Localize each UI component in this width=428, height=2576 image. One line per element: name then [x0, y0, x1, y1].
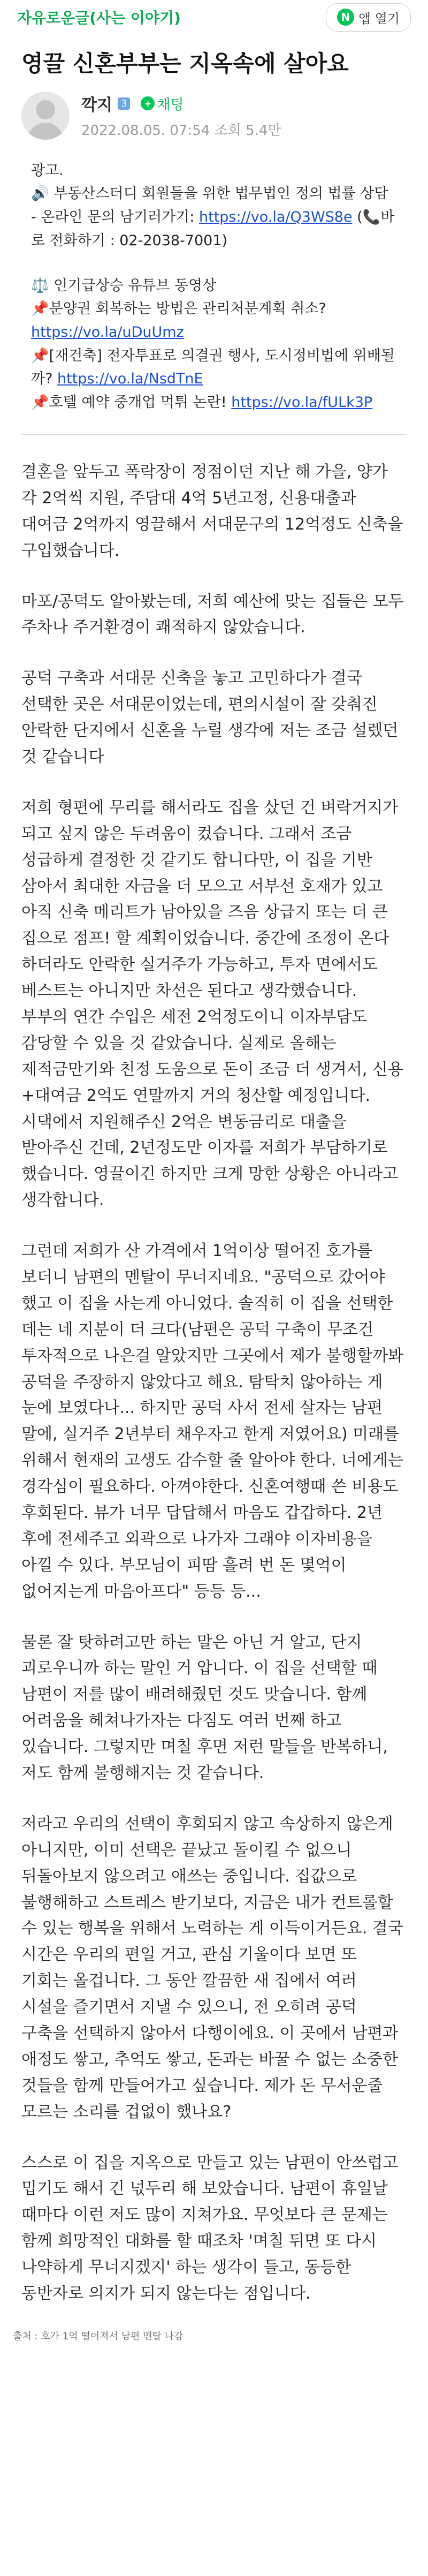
- body-paragraph: 그런데 저희가 산 가격에서 1억이상 떨어진 호가를 보더니 남편의 멘탈이 무너지네요. "공덕으로 갔어야 했고 이 집을 사는게 아니었다. 솔직히 이 집을 선택한 데는 네 지분이 더 크다(남편은 공덕 구축이 무조건 투자적으로 나은걸 알았지만 그곳에서 제가 불행할까봐 공덕을 주장하지 않았다고 해요. 탐탁치 않아하는 게 눈에 보였다나... 하지만 공덕 사서 전세 살자는 남편 말에, 실거주 2년부터 채우자고 한게 저였어요) 미래를 위해서 현재의 고생도 감수할 줄 알아야 한다. 너에게는 경각심이 필요하다. 아껴야한다. 신혼여행때 쓴 비용도 후회된다. 뷰가 너무 답답해서 마음도 갑갑하다. 2년 후에 전세주고 외곽으로 나가자 그래야 이자비용을 아낄 수 있다. 부모님이 피땀 흘려 번 돈 몇억이 없어지는게 마음아프다" 등등 등...: [21, 1242, 404, 1601]
- body-paragraph: 물론 잘 탓하려고만 하는 말은 아닌 거 알고, 단지 괴로우니까 하는 말인 거 압니다. 이 집을 선택할 때 남편이 저를 많이 배려해줬던 것도 맞습니다. 함께 어려움을 헤쳐나가자는 다짐도 여러 번째 하고 있습니다. 그렇지만 며칠 후면 저런 말들을 반복하니, 저도 함께 불행해지는 것 같습니다.: [21, 1633, 388, 1783]
- ad-item-3-link[interactable]: https://vo.la/fULk3P: [231, 394, 373, 411]
- post-title: 영끌 신혼부부는 지옥속에 살아요: [21, 50, 349, 77]
- member-grade-badge: 3: [118, 97, 130, 110]
- body-paragraph: 공덕 구축과 서대문 신축을 놓고 고민하다가 결국 선택한 곳은 서대문이었는데, 편의시설이 잘 갖춰진 안락한 단지에서 신혼을 누릴 생각에 저는 조금 설렜던 것 같습니다: [21, 669, 399, 766]
- body-paragraph: 마포/공덕도 알아봤는데, 저희 예산에 맞는 집들은 모두 주차나 주거환경이 쾌적하지 않았습니다.: [21, 592, 404, 637]
- ad-item-1-link[interactable]: https://vo.la/uDuUmz: [31, 324, 184, 341]
- chat-label: 채팅: [157, 96, 184, 113]
- body-paragraph: 스스로 이 집을 지옥으로 만들고 있는 남편이 안쓰럽고 밉기도 해서 긴 넋두리 해 보았습니다. 남편이 휴일날 때마다 이런 저도 많이 지쳐가요. 무엇보다 큰 문제는 함께 희망적인 대화를 할 때조차 '며칠 뒤면 또 다시 나약하게 무너지겠지' 하는 생각이 들고, 동등한 동반자로 의지가 되지 않는다는 점입니다.: [21, 2153, 399, 2303]
- content-divider: [21, 434, 407, 435]
- body-paragraph: 저희 형편에 무리를 해서라도 집을 샀던 건 벼락거지가 되고 싶지 않은 두려움이 컸습니다. 그래서 조금 성급하게 결정한 것 같기도 합니다만, 이 집을 기반 삼아서 최대한 자금을 더 모으고 서부선 호재가 있고 아직 신축 메리트가 남아있을 즈음 상급지 또는 더 큰 집으로 점프! 할 계획이었습니다. 중간에 조정이 온다 하더라도 안락한 실거주가 가능하고, 투자 면에서도 베스트는 아니지만 차선은 된다고 생각했습니다. 부부의 연간 수입은 세전 2억정도이니 이자부담도 감당할 수 있을 것 같았습니다. 실제로 올해는 제적금만기와 친정 도움으로 돈이 조금 더 생겨서, 신용+대여금 2억도 연말까지 거의 청산할 예정입니다. 시댁에서 지원해주신 2억은 변동금리로 대출을 받아주신 건데, 2년정도만 이자를 저희가 부담하기로 했습니다. 영끌이긴 하지만 크게 망한 상황은 아니라고 생각합니다.: [21, 798, 403, 1210]
- chat-icon: +: [141, 96, 155, 110]
- ad-consult-link[interactable]: https://vo.la/Q3WS8e: [199, 209, 353, 226]
- author-row: [0, 92, 428, 159]
- ad-item-1: 📌분양권 회복하는 방법은 관리처분계획 취소? https://vo.la/uDuUmz: [31, 300, 326, 341]
- cafe-board-name[interactable]: 자유로운글(사는 이야기): [17, 9, 181, 27]
- author-name[interactable]: 깍지: [81, 96, 112, 115]
- post-views: 조회 5.4만: [214, 123, 281, 139]
- ad-label: 광고.: [31, 162, 64, 179]
- post-meta: [81, 119, 281, 139]
- ad-consult-line: - 온라인 문의 남기러가기: https://vo.la/Q3WS8e (📞바로 전화하기 : 02-2038-7001): [31, 209, 395, 249]
- ad-block: [0, 159, 428, 434]
- post-datetime: 2022.08.05. 07:54: [81, 123, 210, 139]
- body-paragraph: 결혼을 앞두고 폭락장이 정점이던 지난 해 가을, 양가 각 2억씩 지원, 주담대 4억 5년고정, 신용대출과 대여금 2억까지 영끌해서 서대문구의 12억정도 신축을 구입했습니다.: [21, 462, 403, 560]
- ad-legal-consult: 🔊 부동산스터디 회원들을 위한 법무법인 정의 법률 상담: [31, 185, 388, 202]
- post-body: [0, 459, 428, 2307]
- open-app-label: 앱 열기: [358, 11, 400, 26]
- author-info: [81, 92, 281, 139]
- chat-button[interactable]: [141, 94, 184, 114]
- naver-app-icon: N: [337, 9, 354, 26]
- ad-item-2: 📌[재건축] 전자투표로 의결권 행사, 도시정비법에 위배될까? https://vo.la/NsdTnE: [31, 347, 395, 388]
- ad-item-3: 📌호텔 예약 중개업 먹튀 논란! https://vo.la/fULk3P: [31, 394, 373, 411]
- body-paragraph: 저라고 우리의 선택이 후회되지 않고 속상하지 않은게 아니지만, 이미 선택은 끝났고 돌이킬 수 없으니 뒤돌아보지 않으려고 애쓰는 중입니다. 집값으로 불행해하고 스트레스 받기보다, 지금은 내가 컨트롤할 수 있는 행복을 위해서 노력하는 게 이득이거든요. 결국 시간은 우리의 편일 거고, 관심 기울이다 보면 또 기회는 올겁니다. 그 동안 깔끔한 새 집에서 여러 시설을 즐기면서 지낼 수 있으니, 전 오히려 공덕 구축을 선택하지 않아서 다행이에요. 이 곳에서 남편과 애정도 쌓고, 추억도 쌓고, 돈과는 바꿀 수 없는 소중한 것들을 함께 만들어가고 싶습니다. 제가 돈 무서운줄 모르는 소리를 겁없이 했나요?: [21, 1814, 403, 2121]
- open-app-button[interactable]: [326, 3, 411, 32]
- ad-section-title: ⚖️ 인기급상승 유튜브 동영상: [31, 277, 217, 294]
- ad-item-2-link[interactable]: https://vo.la/NsdTnE: [57, 371, 203, 388]
- avatar[interactable]: [21, 92, 70, 140]
- top-bar: [0, 0, 428, 34]
- source-caption: 출처 : 호가 1억 떨어져서 남편 멘탈 나감: [13, 2330, 184, 2342]
